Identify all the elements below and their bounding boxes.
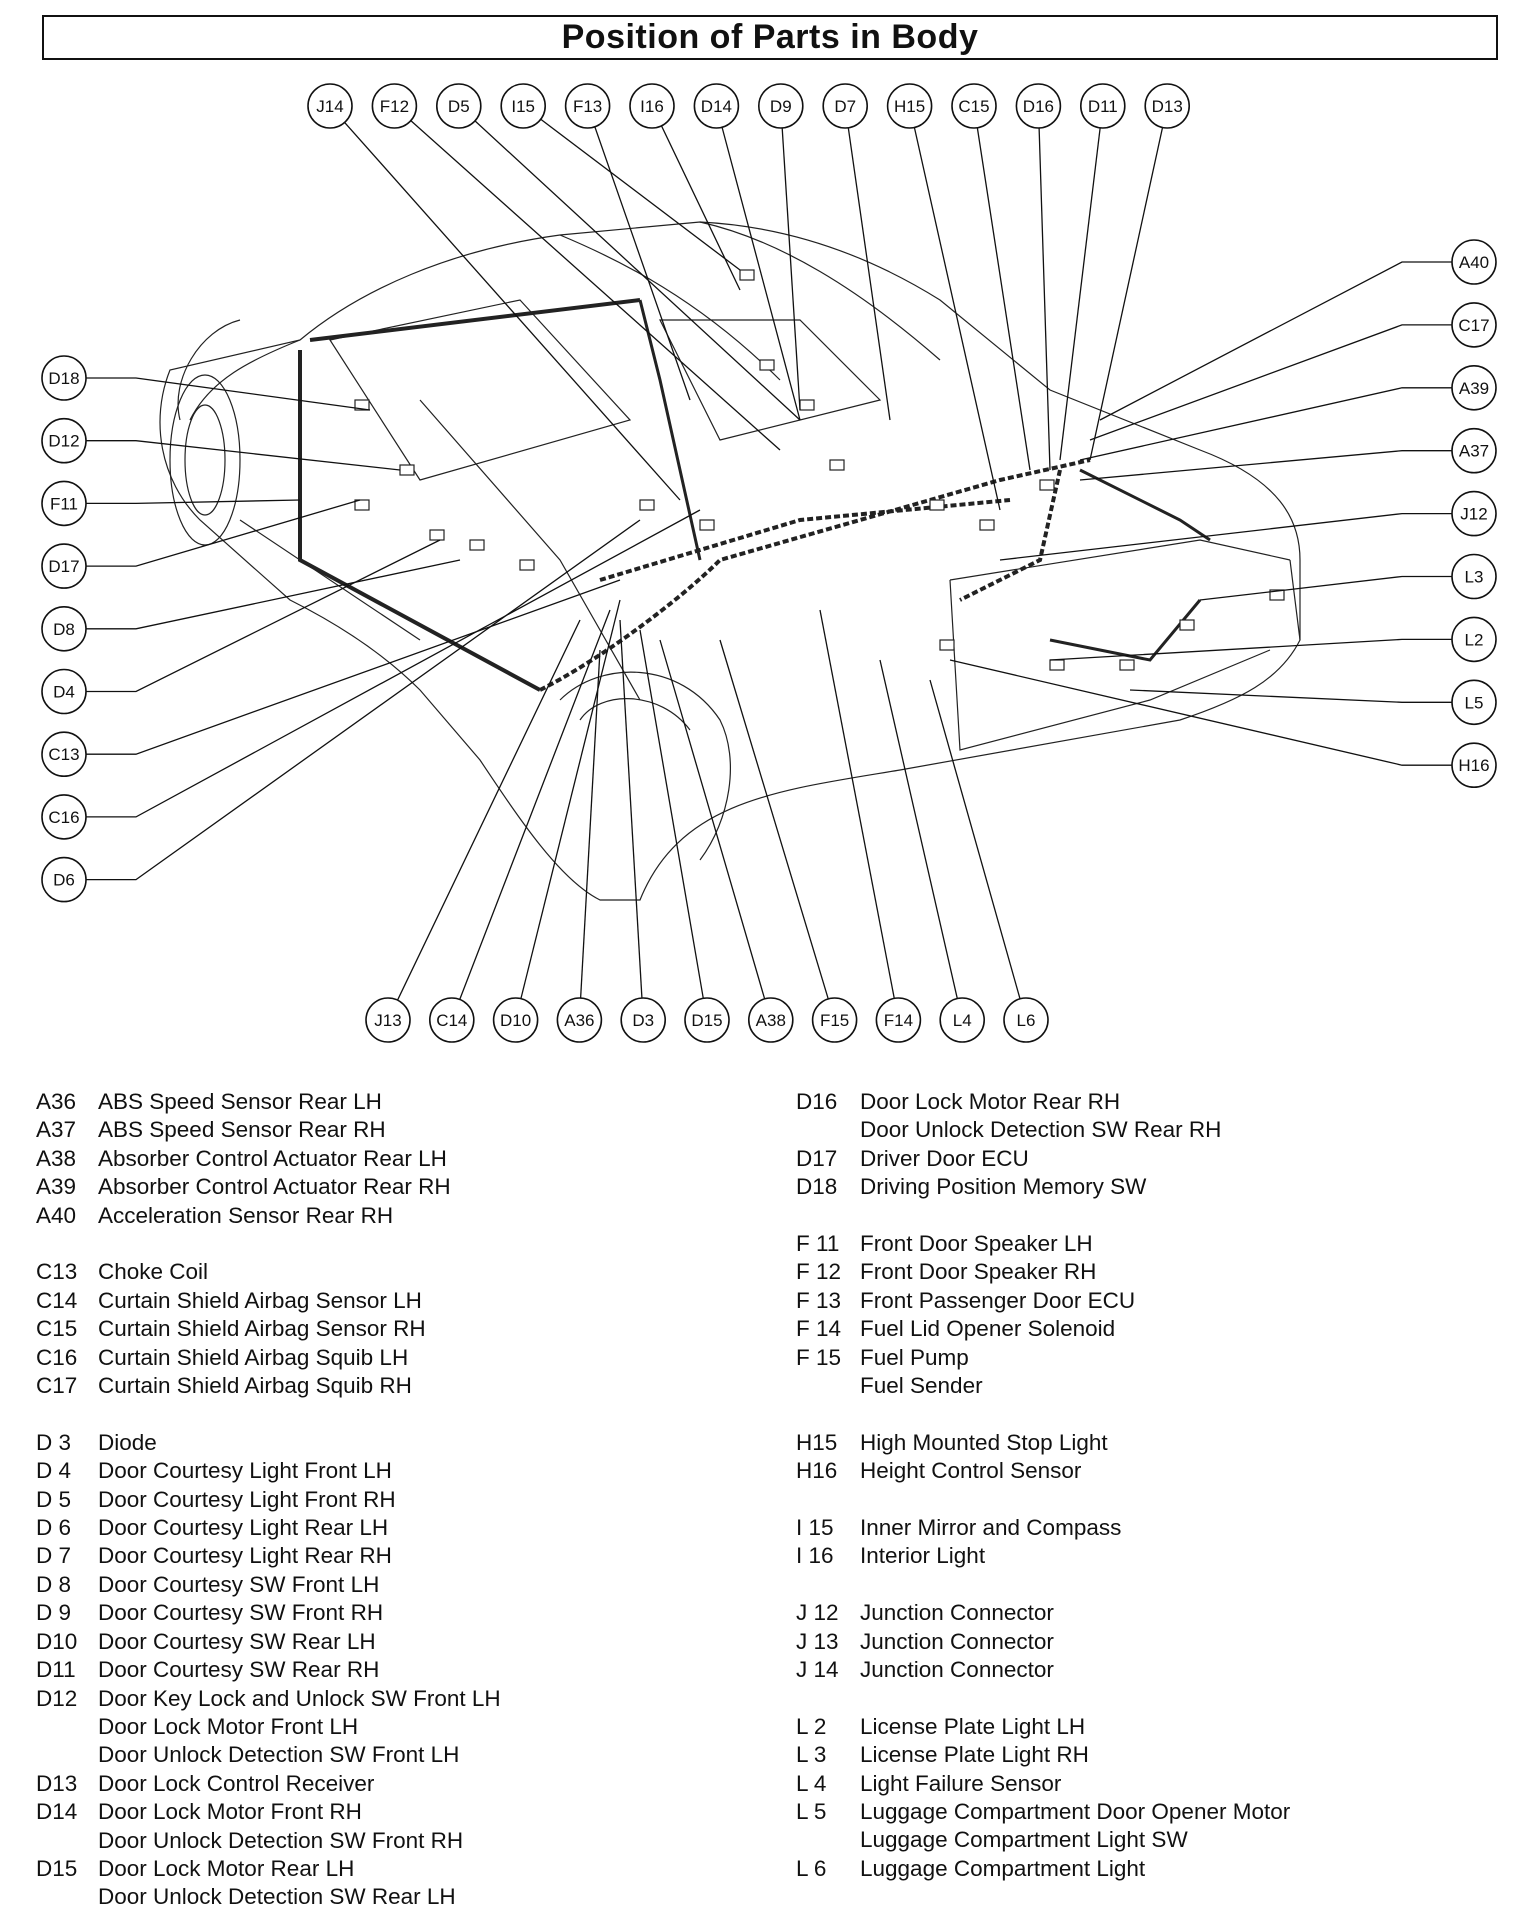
legend-gap — [36, 1400, 501, 1428]
callout-label: L5 — [1464, 693, 1484, 713]
callout-label: I15 — [511, 97, 536, 116]
legend-code: D 5 — [36, 1486, 72, 1512]
callout-f11 — [42, 481, 86, 525]
callout-d16 — [1016, 84, 1060, 128]
leader-line-c17 — [1090, 325, 1452, 440]
callout-label: D16 — [1022, 97, 1054, 116]
callout-label: L3 — [1464, 567, 1484, 587]
legend-description: High Mounted Stop Light — [860, 1429, 1108, 1455]
callout-d6 — [42, 858, 86, 902]
legend-description: Interior Light — [860, 1543, 986, 1569]
callout-label: F13 — [572, 97, 603, 116]
legend-entry — [36, 1855, 501, 1912]
legend-code: F 14 — [796, 1316, 842, 1342]
legend-code: A40 — [36, 1202, 77, 1228]
legend-entry — [796, 1145, 1290, 1173]
callout-label: D11 — [1087, 97, 1118, 116]
legend-code: D16 — [796, 1089, 838, 1114]
legend-entry — [36, 1088, 501, 1116]
legend-description: Choke Coil — [98, 1259, 209, 1285]
legend-description: Door Lock Motor Rear RH — [860, 1089, 1121, 1114]
legend-description: Door Unlock Detection SW Rear RH — [860, 1117, 1222, 1143]
legend-entry — [796, 1457, 1290, 1485]
legend-description: Door Courtesy SW Rear RH — [98, 1657, 380, 1683]
legend-entry — [796, 1315, 1290, 1343]
legend-entry — [796, 1542, 1290, 1570]
legend-entry — [796, 1088, 1290, 1145]
legend-code: D18 — [796, 1174, 838, 1200]
legend-description: Curtain Shield Airbag Sensor RH — [98, 1316, 426, 1342]
legend-description: Absorber Control Actuator Rear RH — [98, 1174, 451, 1200]
legend-description: Inner Mirror and Compass — [860, 1515, 1122, 1541]
legend-code: A39 — [36, 1174, 77, 1200]
legend-code: C16 — [36, 1344, 78, 1370]
legend-code: F 15 — [796, 1344, 842, 1370]
callout-d12 — [42, 419, 86, 463]
legend-description: Curtain Shield Airbag Squib RH — [98, 1373, 412, 1399]
callout-label: A36 — [564, 1011, 595, 1030]
legend-left — [36, 1088, 501, 1912]
legend-code: F 12 — [796, 1259, 842, 1285]
callout-label: D6 — [53, 870, 75, 890]
legend-description: Front Door Speaker RH — [860, 1259, 1097, 1285]
legend-code: I 15 — [796, 1515, 834, 1541]
callout-d5 — [437, 84, 481, 128]
legend-code: D 8 — [36, 1571, 72, 1597]
legend-description: Door Key Lock and Unlock SW Front LH — [98, 1685, 501, 1711]
legend-entry — [36, 1514, 501, 1542]
callout-label: F15 — [819, 1011, 850, 1030]
leader-line-j14 — [345, 122, 680, 500]
callout-l3 — [1452, 555, 1496, 599]
callouts — [42, 84, 1496, 1042]
callout-l2 — [1452, 617, 1496, 661]
legend-code: F 11 — [796, 1231, 840, 1257]
callout-c17 — [1452, 303, 1496, 347]
leader-line-l3 — [1200, 577, 1452, 601]
legend-entry — [796, 1770, 1290, 1798]
leader-line-d9 — [782, 128, 800, 410]
callout-label: D7 — [834, 97, 857, 116]
legend-description: Junction Connector — [860, 1657, 1054, 1683]
legend-code: D12 — [36, 1685, 78, 1711]
legend-entry — [36, 1542, 501, 1570]
legend-description: Door Courtesy Light Rear RH — [98, 1543, 392, 1569]
callout-j14 — [308, 84, 352, 128]
legend-code: H15 — [796, 1429, 838, 1455]
leader-line-d4 — [86, 540, 440, 692]
leader-line-f13 — [595, 127, 690, 400]
leader-line-d13 — [1090, 127, 1163, 460]
callout-l6 — [1004, 998, 1048, 1042]
legend-description: Door Courtesy SW Front RH — [98, 1600, 384, 1626]
callout-label: L4 — [952, 1011, 972, 1030]
legend-code: L 2 — [796, 1713, 827, 1739]
callout-label: J13 — [374, 1011, 402, 1030]
legend-description: Door Courtesy SW Rear LH — [98, 1628, 376, 1654]
leader-line-a40 — [1100, 262, 1452, 420]
callout-d4 — [42, 670, 86, 714]
legend-gap — [796, 1400, 1290, 1428]
callout-a36 — [557, 998, 601, 1042]
legend-description: Fuel Pump — [860, 1344, 969, 1370]
car-body-outline — [160, 222, 1300, 900]
legend-code: D 4 — [36, 1458, 72, 1484]
legend-code: J 13 — [796, 1628, 839, 1654]
legend-description: Junction Connector — [860, 1600, 1054, 1626]
legend-entry — [796, 1230, 1290, 1258]
legend-description: Acceleration Sensor Rear RH — [98, 1202, 394, 1228]
legend-description: Curtain Shield Airbag Sensor LH — [98, 1287, 422, 1313]
legend-description: Height Control Sensor — [860, 1458, 1082, 1484]
legend-code: A38 — [36, 1145, 77, 1171]
leader-line-l6 — [930, 680, 1020, 999]
legend-code: C13 — [36, 1259, 78, 1285]
leader-line-d14 — [722, 127, 800, 420]
legend-entry — [36, 1258, 501, 1286]
legend-description: Luggage Compartment Door Opener Motor — [860, 1799, 1291, 1825]
legend-entry — [36, 1656, 501, 1684]
callout-l4 — [940, 998, 984, 1042]
legend-entry — [36, 1770, 501, 1798]
callout-label: C17 — [1458, 315, 1490, 335]
legend-description: License Plate Light LH — [860, 1713, 1086, 1739]
legend-gap — [796, 1571, 1290, 1599]
legend-description: Door Unlock Detection SW Front LH — [98, 1742, 460, 1768]
leader-line-i15 — [541, 119, 740, 270]
legend-code: D15 — [36, 1855, 78, 1881]
legend-entry — [36, 1457, 501, 1485]
legend-code: C17 — [36, 1373, 78, 1399]
legend-description: Driving Position Memory SW — [860, 1174, 1147, 1200]
legend-code: H16 — [796, 1458, 838, 1484]
callout-a38 — [749, 998, 793, 1042]
callout-label: D15 — [691, 1011, 723, 1030]
callout-label: D8 — [53, 619, 75, 639]
legend-description: Fuel Sender — [860, 1373, 983, 1399]
callout-d15 — [685, 998, 729, 1042]
legend-entry — [796, 1429, 1290, 1457]
leader-line-d12 — [86, 441, 400, 470]
callout-f15 — [813, 998, 857, 1042]
legend-entry — [796, 1741, 1290, 1769]
callout-label: H15 — [894, 97, 926, 116]
callout-label: L6 — [1016, 1011, 1036, 1030]
legend-entry — [36, 1685, 501, 1770]
legend-entry — [36, 1287, 501, 1315]
callout-label: F14 — [883, 1011, 914, 1030]
legend-gap — [796, 1486, 1290, 1514]
callout-label: A37 — [1458, 441, 1490, 461]
legend-description: License Plate Light RH — [860, 1742, 1089, 1768]
legend-description: Front Door Speaker LH — [860, 1231, 1093, 1257]
legend-description: Door Lock Motor Rear LH — [98, 1855, 355, 1881]
callout-d8 — [42, 607, 86, 651]
legend-description: Luggage Compartment Light SW — [860, 1827, 1188, 1853]
callout-d18 — [42, 356, 86, 400]
leader-line-j12 — [1000, 514, 1452, 560]
callout-label: D10 — [500, 1011, 532, 1030]
leader-line-a37 — [1080, 451, 1452, 480]
legend-description: Door Courtesy Light Rear LH — [98, 1515, 389, 1541]
legend-code: D 6 — [36, 1515, 72, 1541]
callout-f14 — [876, 998, 920, 1042]
legend-code: D11 — [36, 1657, 76, 1683]
legend-code: L 4 — [796, 1770, 827, 1796]
legend-description: Door Lock Motor Front RH — [98, 1799, 362, 1825]
callout-label: D12 — [48, 431, 80, 451]
leader-line-h15 — [914, 127, 1000, 510]
leader-lines — [86, 119, 1452, 1000]
callout-i16 — [630, 84, 674, 128]
legend-entry — [36, 1798, 501, 1855]
legend-entry — [36, 1628, 501, 1656]
callout-j12 — [1452, 492, 1496, 536]
legend-entry — [796, 1628, 1290, 1656]
callout-label: F12 — [379, 97, 410, 116]
callout-label: C13 — [48, 745, 80, 765]
legend-entry — [36, 1315, 501, 1343]
leader-line-a38 — [660, 640, 765, 999]
leader-line-f12 — [411, 121, 780, 450]
legend-description: Door Unlock Detection SW Rear LH — [98, 1884, 456, 1910]
callout-h16 — [1452, 743, 1496, 787]
leader-line-d7 — [848, 128, 890, 420]
callout-d14 — [694, 84, 738, 128]
callout-c15 — [952, 84, 996, 128]
legend-description: Absorber Control Actuator Rear LH — [98, 1145, 447, 1171]
leader-line-l5 — [1130, 690, 1452, 702]
legend-entry — [36, 1202, 501, 1230]
legend-entry — [796, 1599, 1290, 1627]
legend-description: Door Lock Control Receiver — [98, 1770, 375, 1796]
callout-label: C16 — [48, 807, 80, 827]
legend-code: D10 — [36, 1628, 78, 1654]
legend-description: Driver Door ECU — [860, 1145, 1029, 1171]
callout-label: A39 — [1458, 378, 1490, 398]
callout-j13 — [366, 998, 410, 1042]
legend-description: Door Courtesy Light Front RH — [98, 1486, 396, 1512]
callout-label: D4 — [53, 682, 75, 702]
leader-line-c13 — [86, 580, 620, 754]
legend-entry — [36, 1429, 501, 1457]
legend-description: Light Failure Sensor — [860, 1770, 1062, 1796]
leader-line-a36 — [581, 650, 600, 998]
legend-code: D 9 — [36, 1600, 72, 1626]
legend-entry — [796, 1713, 1290, 1741]
callout-label: D14 — [700, 97, 732, 116]
leader-line-l2 — [1050, 639, 1452, 660]
callout-label: A38 — [755, 1011, 786, 1030]
callout-c14 — [430, 998, 474, 1042]
legend-entry — [796, 1344, 1290, 1401]
legend-description: Fuel Lid Opener Solenoid — [860, 1316, 1116, 1342]
legend-code: D 3 — [36, 1429, 72, 1455]
callout-d11 — [1081, 84, 1125, 128]
page-title: Position of Parts in Body — [561, 18, 979, 56]
callout-l5 — [1452, 680, 1496, 724]
legend-code: J 12 — [796, 1600, 839, 1626]
legend-entry — [36, 1344, 501, 1372]
legend-entry — [796, 1287, 1290, 1315]
legend-description: Luggage Compartment Light — [860, 1855, 1146, 1881]
leader-line-l4 — [880, 660, 957, 999]
legend-entry — [36, 1372, 501, 1400]
callout-label: D18 — [48, 369, 80, 388]
callout-label: D3 — [632, 1011, 655, 1030]
callout-d7 — [823, 84, 867, 128]
callout-label: D17 — [48, 557, 80, 577]
legend-description: Door Unlock Detection SW Front RH — [98, 1827, 464, 1853]
leader-line-d11 — [1060, 128, 1100, 460]
leader-line-d10 — [521, 600, 620, 999]
legend-entry — [796, 1855, 1290, 1883]
legend-code: C15 — [36, 1316, 78, 1342]
callout-d13 — [1145, 84, 1189, 128]
leader-line-c16 — [86, 510, 700, 817]
legend-entry — [796, 1258, 1290, 1286]
callout-label: J14 — [316, 97, 344, 116]
legend-description: ABS Speed Sensor Rear LH — [98, 1089, 382, 1114]
legend-description: Door Courtesy SW Front LH — [98, 1571, 380, 1597]
legend-code: A36 — [36, 1089, 77, 1114]
callout-f12 — [372, 84, 416, 128]
legend-description: Door Courtesy Light Front LH — [98, 1458, 392, 1484]
callout-a37 — [1452, 429, 1496, 473]
legend-gap — [796, 1202, 1290, 1230]
legend-description: Diode — [98, 1429, 157, 1455]
callout-label: A40 — [1458, 253, 1490, 272]
legend-code: C14 — [36, 1287, 78, 1313]
leader-line-d15 — [640, 630, 703, 998]
legend-code: I 16 — [796, 1543, 834, 1569]
callout-d10 — [494, 998, 538, 1042]
legend-entry — [36, 1486, 501, 1514]
legend-code: D14 — [36, 1799, 78, 1825]
legend-entry — [36, 1173, 501, 1201]
legend-entry — [36, 1116, 501, 1144]
leader-line-f15 — [720, 640, 828, 999]
leader-line-d16 — [1039, 128, 1050, 470]
legend-code: L 3 — [796, 1742, 827, 1768]
legend-code: D13 — [36, 1770, 78, 1796]
leader-line-j13 — [398, 620, 580, 1000]
legend-code: J 14 — [796, 1657, 839, 1683]
callout-i15 — [501, 84, 545, 128]
leader-line-d6 — [86, 520, 640, 880]
callout-label: H16 — [1458, 756, 1490, 776]
callout-d17 — [42, 544, 86, 588]
callout-d9 — [759, 84, 803, 128]
legend-entry — [796, 1173, 1290, 1201]
callout-label: F11 — [49, 494, 79, 514]
legend-entry — [36, 1571, 501, 1599]
legend-description: Junction Connector — [860, 1628, 1054, 1654]
callout-label: D13 — [1151, 97, 1183, 116]
legend-gap — [796, 1684, 1290, 1712]
callout-label: C14 — [436, 1011, 468, 1030]
legend-gap — [36, 1230, 501, 1258]
legend-code: F 13 — [796, 1287, 842, 1313]
legend-entry — [796, 1798, 1290, 1855]
legend-code: A37 — [36, 1117, 77, 1143]
legend-code: L 5 — [796, 1799, 827, 1825]
legend-entry — [796, 1656, 1290, 1684]
leader-line-d18 — [86, 378, 370, 410]
callout-label: I16 — [640, 97, 664, 116]
legend-right — [796, 1088, 1290, 1883]
callout-d3 — [621, 998, 665, 1042]
callout-a39 — [1452, 366, 1496, 410]
callout-label: D9 — [769, 97, 792, 116]
callout-label: D5 — [447, 97, 470, 116]
callout-c16 — [42, 795, 86, 839]
leader-line-d3 — [620, 620, 642, 998]
legend-code: D 7 — [36, 1543, 72, 1569]
callout-c13 — [42, 732, 86, 776]
callout-label: C15 — [958, 97, 990, 116]
legend-description: Door Lock Motor Front LH — [98, 1713, 359, 1739]
legend-code: D17 — [796, 1145, 838, 1171]
callout-label: J12 — [1460, 504, 1488, 524]
legend-description: Front Passenger Door ECU — [860, 1287, 1136, 1313]
callout-h15 — [888, 84, 932, 128]
legend-entry — [796, 1514, 1290, 1542]
legend-description: ABS Speed Sensor Rear RH — [98, 1117, 386, 1143]
legend-description: Curtain Shield Airbag Squib LH — [98, 1344, 409, 1370]
callout-f13 — [566, 84, 610, 128]
legend-entry — [36, 1599, 501, 1627]
legend-entry — [36, 1145, 501, 1173]
callout-label: L2 — [1464, 630, 1484, 650]
legend-code: L 6 — [796, 1855, 827, 1881]
leader-line-f14 — [820, 610, 894, 998]
leader-line-c15 — [977, 128, 1030, 470]
callout-a40 — [1452, 240, 1496, 284]
